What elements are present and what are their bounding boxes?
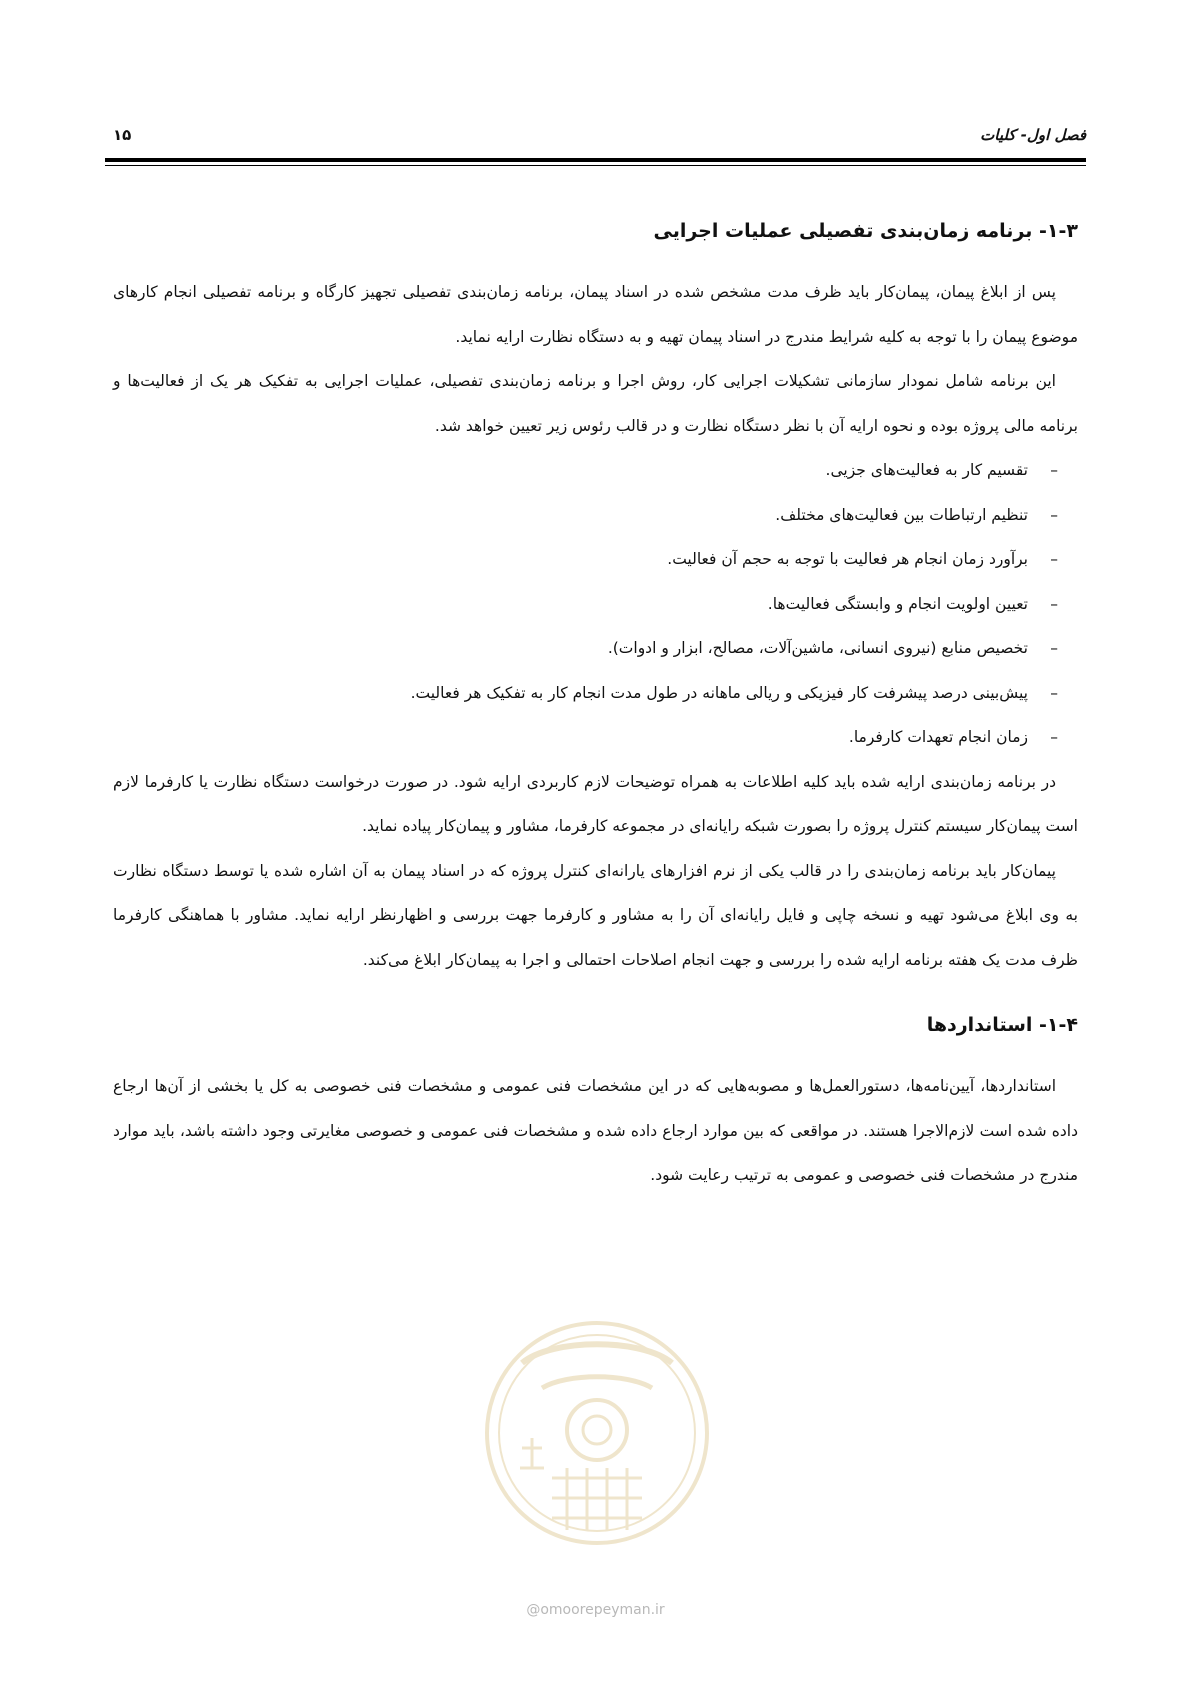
list-item-text: تنظیم ارتباطات بین فعالیت‌های مختلف. <box>775 505 1028 524</box>
paragraph: پیمان‌کار باید برنامه زمان‌بندی را در قالب یکی از نرم افزارهای یارانه‌ای کنترل پروژه که در اسناد پیمان به آن اشاره شده یا توسط دستگاه نظارت به وی ابلاغ می‌شود تهیه و نسخه چاپی و فایل رایانه‌ای آن را به مشاور و کارفرما جهت بررسی و اظهارنظر ارایه نماید. مشاور با هماهنگی کارفرما ظرف مدت یک هفته برنامه ارایه شده را بررسی و جهت انجام اصلاحات احتمالی و اجرا به پیمان‌کار ابلاغ می‌کند. <box>113 861 1078 969</box>
watermark-seal-icon <box>482 1318 712 1548</box>
list-item-text: تعیین اولویت انجام و وابستگی فعالیت‌ها. <box>767 594 1028 613</box>
list-item-text: تقسیم کار به فعالیت‌های جزیی. <box>825 461 1028 479</box>
bullet-dash: – <box>1050 594 1058 613</box>
watermark-site: @omoorepeyman.ir <box>526 1602 665 1618</box>
bullet-dash: – <box>1050 505 1058 524</box>
section-standards <box>113 1008 1078 1198</box>
list-item <box>113 582 1078 627</box>
list-item-text: زمان انجام تعهدات کارفرما. <box>848 728 1028 746</box>
paragraph: استانداردها، آیین‌نامه‌ها، دستورالعمل‌ها و مصوبه‌هایی که در این مشخصات فنی عمومی و مشخصات فنی خصوصی به کل یا بخشی از آن‌ها ارجاع داده شده است لازم‌الاجرا هستند. در مواقعی که بین موارد ارجاع داده شده و مشخصات فنی عمومی و خصوصی مغایرتی وجود داشته باشد، باید موارد مندرج در مشخصات فنی خصوصی و عمومی به ترتیب رعایت شود. <box>113 1077 1078 1184</box>
header-rule-thick <box>105 158 1086 162</box>
list-item-text: برآورد زمان انجام هر فعالیت با توجه به حجم آن فعالیت. <box>667 550 1028 568</box>
list-item <box>113 448 1078 493</box>
page-number: ۱۵ <box>113 126 132 144</box>
bullet-list <box>113 448 1078 760</box>
bullet-dash: – <box>1050 461 1058 479</box>
section-heading: ۱-۴- استانداردها <box>926 1014 1078 1036</box>
list-item <box>113 537 1078 582</box>
page-body <box>113 214 1078 1198</box>
section-scheduling <box>113 214 1078 982</box>
paragraph: پس از ابلاغ پیمان، پیمان‌کار باید ظرف مدت مشخص شده در اسناد پیمان، برنامه زمان‌بندی تفصیلی تجهیز کارگاه و برنامه تفصیلی انجام کارهای موضوع پیمان را با توجه به کلیه شرایط مندرج در اسناد پیمان تهیه و به دستگاه نظارت ارایه نماید. <box>113 283 1078 346</box>
chapter-title: فصل اول- کلیات <box>980 126 1086 144</box>
list-item <box>113 493 1078 538</box>
bullet-dash: – <box>1050 683 1058 702</box>
bullet-dash: – <box>1050 639 1058 657</box>
bullet-dash: – <box>1050 550 1058 568</box>
paragraph: در برنامه زمان‌بندی ارایه شده باید کلیه اطلاعات به همراه توضیحات لازم کاربردی ارایه شود. در صورت درخواست دستگاه نظارت یا کارفرما لازم است پیمان‌کار سیستم کنترل پروژه را بصورت شبکه رایانه‌ای در مجموعه کارفرما، مشاور و پیمان‌کار پیاده نماید. <box>113 772 1078 835</box>
list-item-text: پیش‌بینی درصد پیشرفت کار فیزیکی و ریالی ماهانه در طول مدت انجام کار به تفکیک هر فعالیت. <box>410 683 1028 702</box>
list-item <box>113 715 1078 760</box>
header-rule-thin <box>105 165 1086 166</box>
bullet-dash: – <box>1050 728 1058 746</box>
paragraph: این برنامه شامل نمودار سازمانی تشکیلات اجرایی کار، روش اجرا و برنامه زمان‌بندی تفصیلی، عملیات اجرایی به تفکیک هر یک از فعالیت‌ها و برنامه مالی پروژه بوده و نحوه ارایه آن با نظر دستگاه نظارت و در قالب رئوس زیر تعیین خواهد شد. <box>113 372 1078 435</box>
list-item-text: تخصیص منابع (نیروی انسانی، ماشین‌آلات، مصالح، ابزار و ادوات). <box>607 639 1028 657</box>
running-header <box>105 126 1086 148</box>
list-item <box>113 626 1078 671</box>
section-heading: ۱-۳- برنامه زمان‌بندی تفصیلی عملیات اجرایی <box>653 220 1078 242</box>
list-item <box>113 671 1078 716</box>
